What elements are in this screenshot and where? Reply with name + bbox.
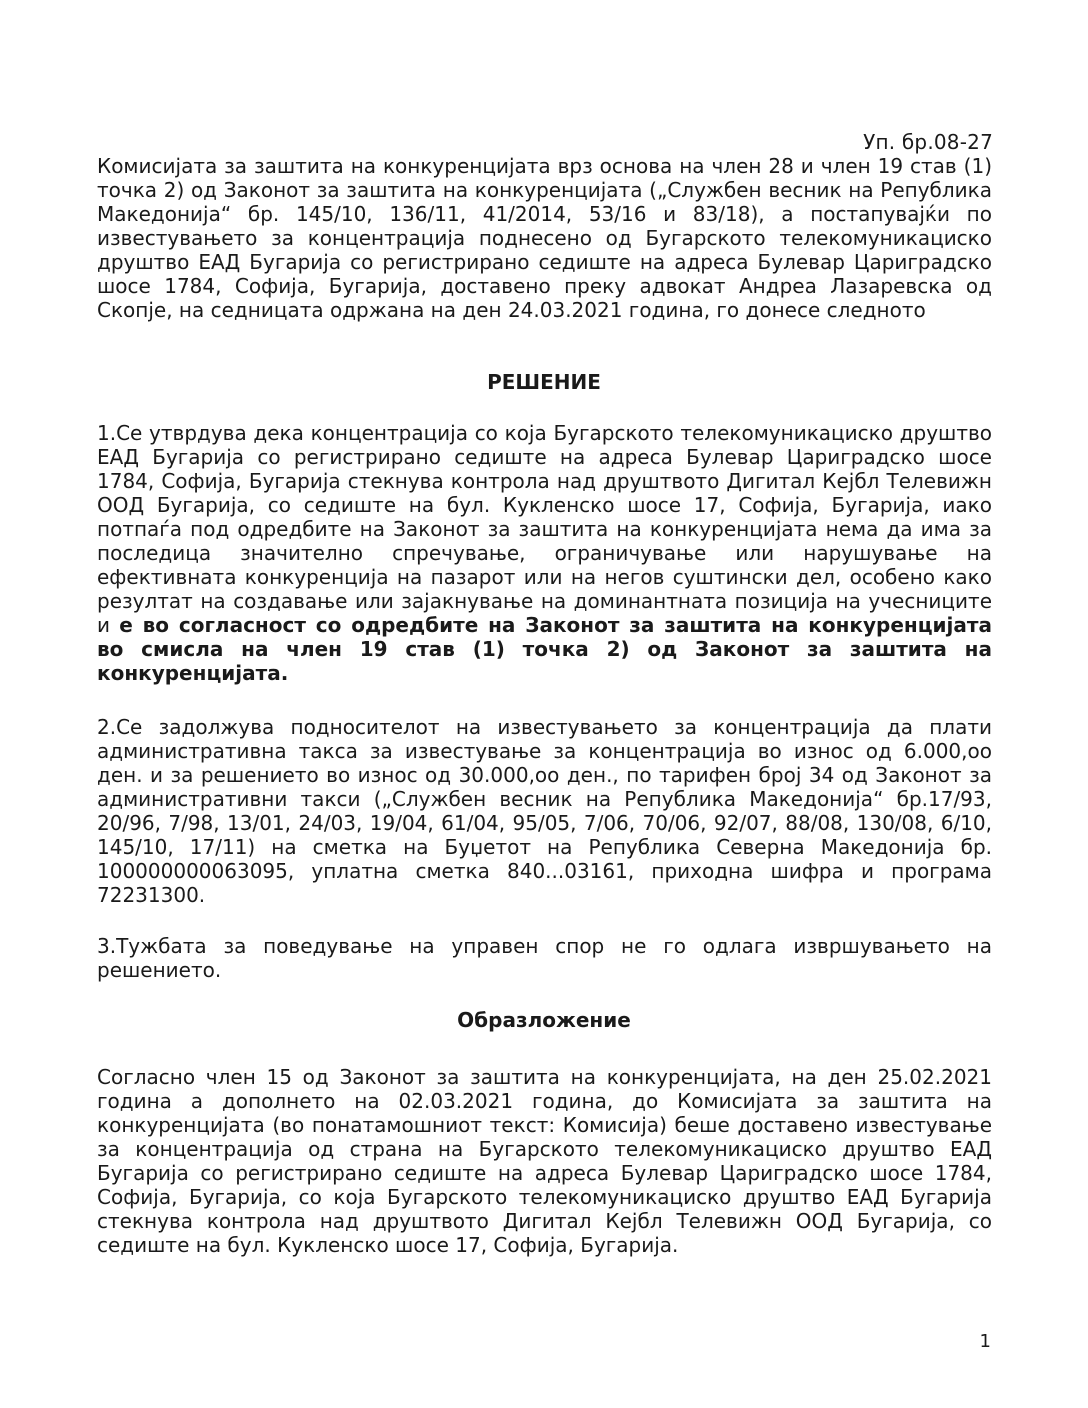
intro-paragraph: Комисијата за заштита на конкуренцијата врз основа на член 28 и член 19 став (1) точка 2) од Законот за заштита на конкуренцијата („Службен весник на Република Македонија“ бр. 145/10, 136/11, 41/2014, 53/16 и 83/18), а постапувајќи по известувањето за концентрација поднесено од Бугарското телекомуникациско друштво ЕАД Бугарија со регистрирано седиште на адреса Булевар Цариградско шосе 1784, Софија, Бугарија, доставено преку адвокат Андреа Лазаревска од Скопје, на седницата одржана на ден 24.03.2021 година, го донесе следното: [97, 154, 992, 322]
page-number: 1: [979, 1331, 991, 1352]
case-reference-number: Уп. бр.08-27: [863, 130, 993, 154]
decision-item-1-bold-text: е во согласност со одредбите на Законот за заштита на конкуренцијата во смисла на член 19 став (1) точка 2) од Законот за заштита на конкуренцијата.: [97, 613, 992, 685]
decision-item-3: 3.Тужбата за поведување на управен спор не го одлага извршувањето на решението.: [97, 934, 992, 982]
reasoning-paragraph: Согласно член 15 од Законот за заштита на конкуренцијата, на ден 25.02.2021 година а дополнето на 02.03.2021 година, до Комисијата за заштита на конкуренцијата (во понатамошниот текст: Комисија) беше доставено известување за концентрација од страна на Бугарското телекомуникациско друштво ЕАД Бугарија со регистрирано седиште на адреса Булевар Цариградско шосе 1784, Софија, Бугарија, со која Бугарското телекомуникациско друштво ЕАД Бугарија стекнува контрола над друштвото Дигитал Кејбл Телевижн ООД Бугарија, со седиште на бул. Кукленско шосе 17, Софија, Бугарија.: [97, 1065, 992, 1257]
reasoning-heading: Образложение: [457, 1008, 631, 1032]
decision-item-1-text: 1.Се утврдува дека концентрација со која Бугарското телекомуникациско друштво ЕАД Бугарија со регистрирано седиште на адреса Булевар Цариградско шосе 1784, Софија, Бугарија стекнува контрола над друштвото Дигитал Кејбл Телевижн ООД Бугарија, со седиште на бул. Кукленско шосе 17, Софија, Бугарија, иако потпаѓа под одредбите на Законот за заштита на конкуренцијата нема да има за последица значително спречување, ограничување или нарушување на ефективната конкуренција на пазарот или на негов суштински дел, особено како резултат на создавање или зајакнување на доминантната позиција на учесниците и: [97, 421, 992, 637]
decision-item-2: 2.Се задолжува подносителот на известувањето за концентрација да плати административна такса за известување за концентрација во износ од 6.000,оо ден. и за решението во износ од 30.000,оо ден., по тарифен број 34 од Законот за административни такси („Службен весник на Република Македонија“ бр.17/93, 20/96, 7/98, 13/01, 24/03, 19/04, 61/04, 95/05, 7/06, 70/06, 92/07, 88/08, 130/08, 6/10, 145/10, 17/11) на сметка на Буџетот на Република Северна Македонија бр. 100000000063095, уплатна сметка 840...03161, приходна шифра и програма 72231300.: [97, 715, 992, 907]
decision-item-1: [97, 421, 992, 685]
decision-heading: РЕШЕНИЕ: [487, 370, 601, 394]
